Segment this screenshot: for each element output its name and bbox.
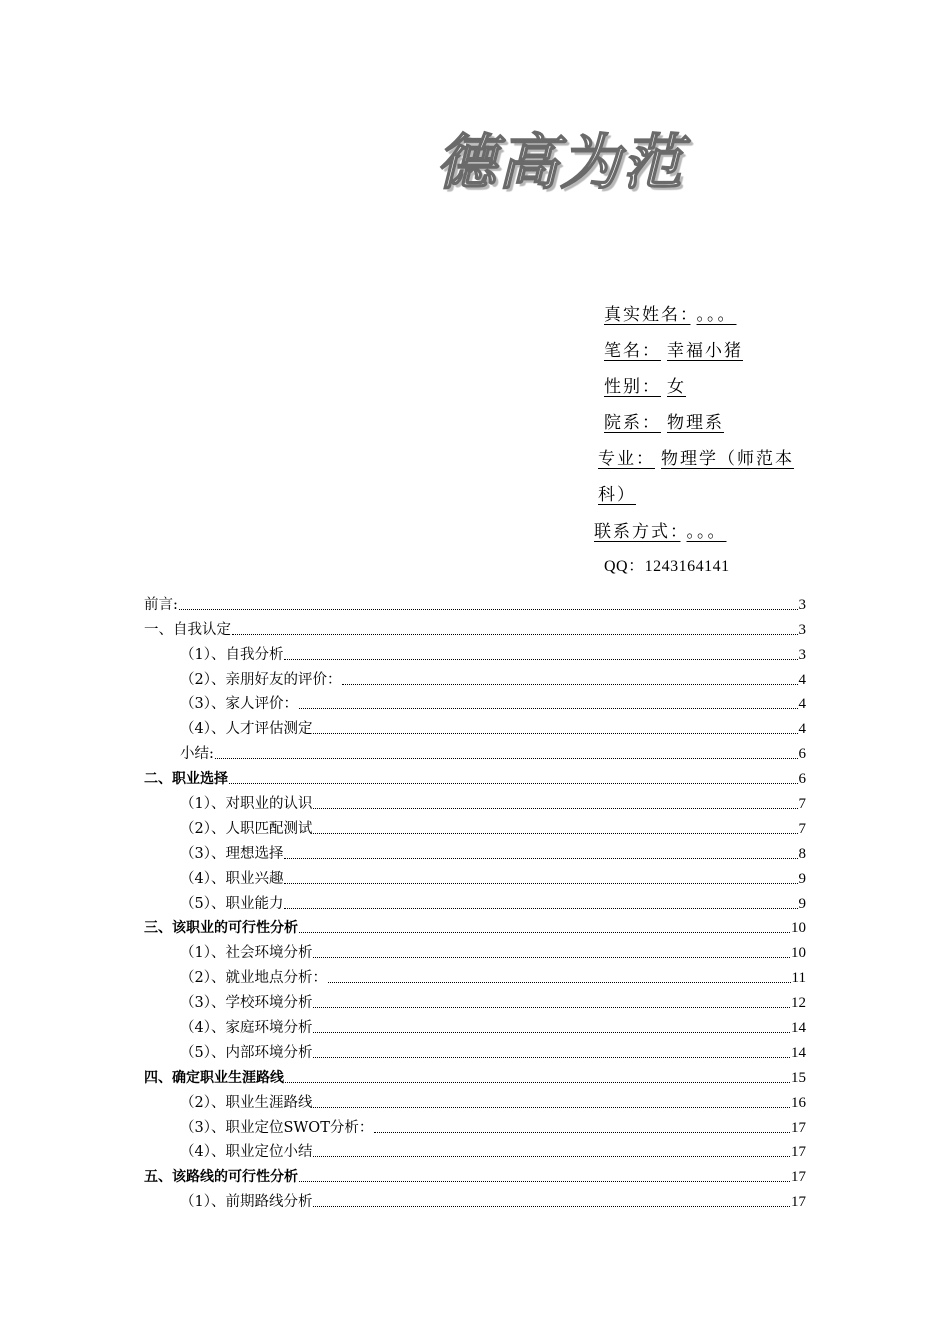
- major-line: [598, 447, 794, 471]
- toc-leader-dots: [313, 733, 797, 734]
- toc-entry-label: （2）、亲朋好友的评价：: [180, 671, 342, 688]
- toc-entry-label: 小结:: [180, 746, 214, 763]
- toc-entry[interactable]: [144, 839, 806, 864]
- toc-entry-page: 14: [791, 1020, 806, 1037]
- toc-entry[interactable]: [144, 590, 806, 615]
- major-value: 物理学（师范本: [661, 449, 794, 469]
- toc-entry[interactable]: [144, 914, 806, 939]
- toc-entry-page: 3: [798, 596, 806, 613]
- toc-leader-dots: [313, 1206, 790, 1207]
- toc-leader-dots: [342, 684, 797, 685]
- toc-entry-label: （5）、职业能力: [180, 895, 284, 912]
- toc-entry-label: 前言:: [144, 596, 178, 613]
- toc-entry-label: （5）、内部环境分析: [180, 1044, 313, 1061]
- toc-leader-dots: [215, 758, 798, 759]
- toc-leader-dots: [313, 808, 797, 809]
- toc-entry-label: 二、职业选择: [144, 771, 228, 788]
- toc-entry[interactable]: [144, 814, 806, 839]
- toc-leader-dots: [313, 833, 797, 834]
- contact-value: 。。。: [686, 522, 727, 542]
- toc-entry[interactable]: [144, 1038, 806, 1063]
- toc-leader-dots: [284, 858, 797, 859]
- toc-entry-page: 10: [791, 920, 806, 937]
- toc-entry[interactable]: [144, 739, 806, 764]
- toc-leader-dots: [299, 932, 790, 933]
- toc-entry[interactable]: [144, 1162, 806, 1187]
- toc-entry-page: 6: [798, 746, 806, 763]
- pen-name-label: 笔名：: [604, 341, 661, 361]
- toc-leader-dots: [374, 1132, 790, 1133]
- toc-entry-page: 17: [791, 1144, 806, 1161]
- toc-leader-dots: [328, 982, 791, 983]
- toc-entry-page: 14: [791, 1044, 806, 1061]
- gender-line: [604, 375, 686, 399]
- toc-leader-dots: [313, 957, 790, 958]
- toc-entry-page: 4: [798, 721, 806, 738]
- toc-entry[interactable]: [144, 714, 806, 739]
- major-label: 专业：: [598, 449, 655, 469]
- gender-label: 性别：: [604, 377, 661, 397]
- toc-entry-label: （3）、理想选择: [180, 845, 284, 862]
- toc-entry[interactable]: [144, 1187, 806, 1212]
- toc-entry-page: 17: [791, 1169, 806, 1186]
- toc-entry-label: （4）、家庭环境分析: [180, 1020, 313, 1037]
- toc-leader-dots: [285, 1082, 790, 1083]
- toc-entry-label: （1）、自我分析: [180, 646, 284, 663]
- toc-entry-page: 17: [791, 1194, 806, 1211]
- toc-entry[interactable]: [144, 1113, 806, 1138]
- toc-entry-label: （4）、职业定位小结: [180, 1144, 313, 1161]
- toc-leader-dots: [313, 1107, 790, 1108]
- toc-entry[interactable]: [144, 690, 806, 715]
- toc-entry-page: 9: [798, 870, 806, 887]
- title-wordart: 德高为范: [436, 128, 684, 198]
- toc-entry-page: 17: [791, 1119, 806, 1136]
- toc-entry[interactable]: [144, 988, 806, 1013]
- toc-entry-page: 7: [798, 820, 806, 837]
- toc-entry-page: 9: [798, 895, 806, 912]
- toc-entry-label: （2）、就业地点分析：: [180, 970, 327, 987]
- toc-entry-page: 15: [791, 1069, 806, 1086]
- toc-leader-dots: [179, 609, 798, 610]
- toc-leader-dots: [284, 908, 797, 909]
- toc-entry[interactable]: [144, 889, 806, 914]
- department-line: [604, 411, 724, 435]
- toc-entry[interactable]: [144, 1088, 806, 1113]
- pen-name-value: 幸福小猪: [667, 341, 743, 361]
- toc-leader-dots: [299, 708, 798, 709]
- toc-entry-label: （2）、人职匹配测试: [180, 820, 313, 837]
- toc-leader-dots: [313, 1007, 790, 1008]
- toc-leader-dots: [299, 1181, 790, 1182]
- toc-entry-page: 10: [791, 945, 806, 962]
- toc-leader-dots: [313, 1032, 790, 1033]
- toc-entry[interactable]: [144, 665, 806, 690]
- toc-entry-page: 8: [798, 845, 806, 862]
- toc-leader-dots: [313, 1057, 790, 1058]
- real-name-value: 。。。: [696, 305, 737, 325]
- toc-leader-dots: [229, 783, 798, 784]
- toc-entry-label: （4）、人才评估测定: [180, 721, 313, 738]
- toc-entry-page: 11: [791, 970, 806, 987]
- toc-entry-label: 一、自我认定: [144, 621, 231, 638]
- contact-line: [594, 520, 727, 544]
- toc-leader-dots: [313, 1156, 790, 1157]
- major-line-cont: [598, 483, 636, 507]
- toc-entry-page: 3: [798, 621, 806, 638]
- toc-entry[interactable]: [144, 764, 806, 789]
- toc-entry-label: （1）、前期路线分析: [180, 1194, 313, 1211]
- toc-entry-label: 五、该路线的可行性分析: [144, 1169, 298, 1186]
- toc-entry-page: 7: [798, 796, 806, 813]
- toc-entry-page: 4: [798, 696, 806, 713]
- toc-entry[interactable]: [144, 938, 806, 963]
- toc-entry-page: 4: [798, 671, 806, 688]
- real-name-label: 真实姓名：: [604, 305, 691, 325]
- toc-entry[interactable]: [144, 789, 806, 814]
- toc-entry-label: （1）、社会环境分析: [180, 945, 313, 962]
- toc-entry[interactable]: [144, 963, 806, 988]
- toc-entry-label: 三、该职业的可行性分析: [144, 920, 298, 937]
- toc-entry-label: （3）、学校环境分析: [180, 995, 313, 1012]
- toc-entry-label: （3）、职业定位SWOT分析：: [180, 1119, 374, 1136]
- toc-entry-page: 12: [791, 995, 806, 1012]
- toc-leader-dots: [284, 659, 797, 660]
- toc-entry-label: （1）、对职业的认识: [180, 796, 313, 813]
- department-label: 院系：: [604, 413, 661, 433]
- toc-entry[interactable]: [144, 1013, 806, 1038]
- real-name-line: [604, 303, 737, 327]
- toc-entry[interactable]: [144, 640, 806, 665]
- pen-name-line: [604, 339, 743, 363]
- toc-entry[interactable]: [144, 1138, 806, 1163]
- toc-entry[interactable]: [144, 615, 806, 640]
- toc-entry-page: 3: [798, 646, 806, 663]
- major-value-cont: 科）: [598, 485, 636, 505]
- gender-value: 女: [667, 377, 686, 397]
- toc-entry-label: （3）、家人评价：: [180, 696, 298, 713]
- toc-entry-label: （2）、职业生涯路线: [180, 1094, 313, 1111]
- toc-entry-page: 16: [791, 1094, 806, 1111]
- toc-entry-label: 四、确定职业生涯路线: [144, 1069, 284, 1086]
- toc-leader-dots: [284, 883, 797, 884]
- toc-leader-dots: [232, 634, 798, 635]
- toc-entry-label: （4）、职业兴趣: [180, 870, 284, 887]
- table-of-contents: [144, 590, 806, 1212]
- toc-entry[interactable]: [144, 864, 806, 889]
- qq-line: QQ：1243164141: [604, 558, 730, 575]
- toc-entry-page: 6: [798, 771, 806, 788]
- toc-entry[interactable]: [144, 1063, 806, 1088]
- contact-label: 联系方式：: [594, 522, 681, 542]
- department-value: 物理系: [667, 413, 724, 433]
